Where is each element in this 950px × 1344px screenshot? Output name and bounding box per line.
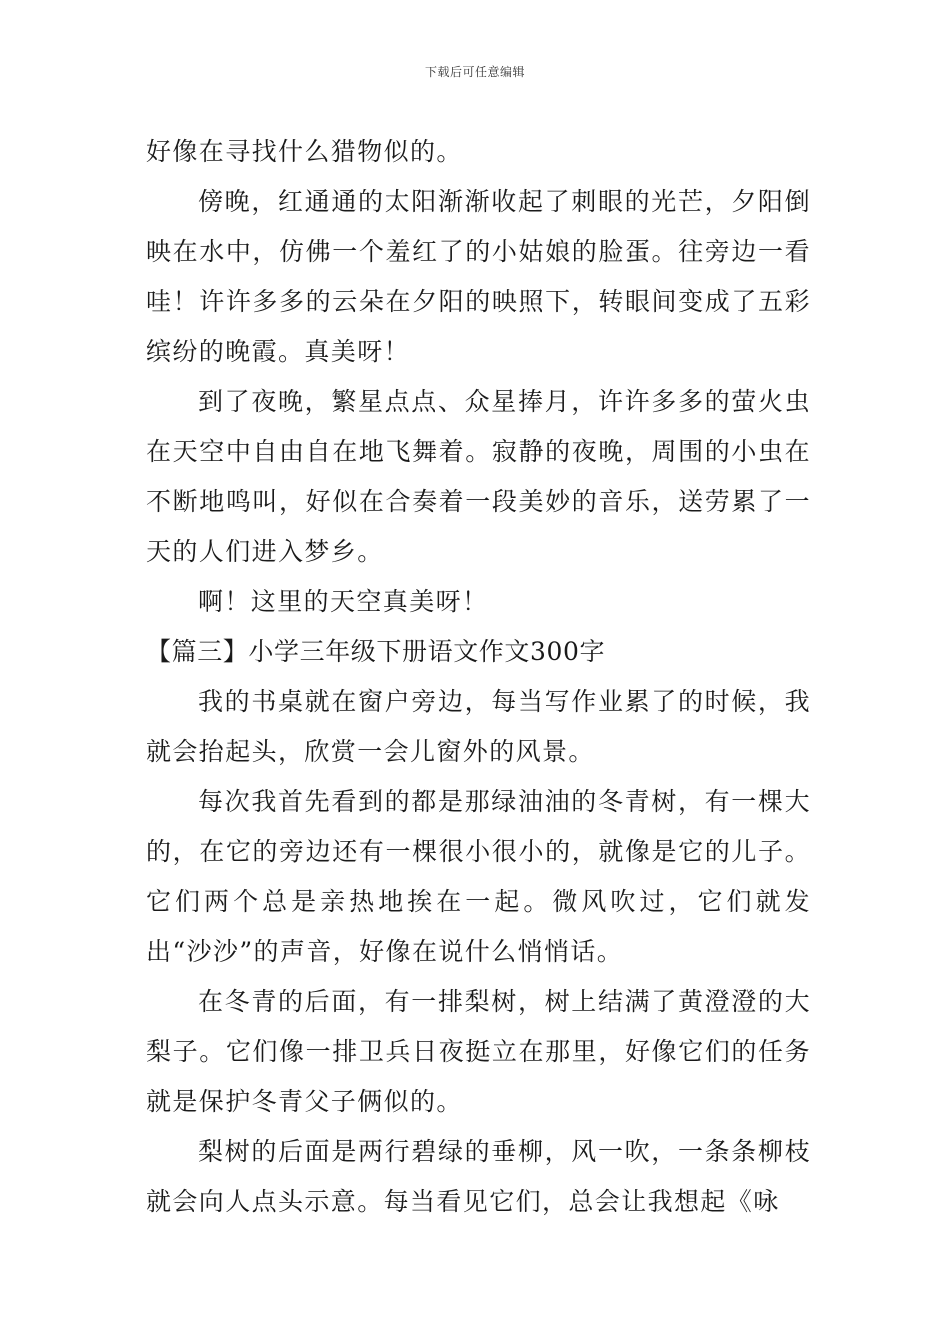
paragraph-willows: 梨树的后面是两行碧绿的垂柳，风一吹，一条条柳枝就会向人点头示意。每当看见它们，总会让我想起《咏 [146,1137,811,1216]
paragraph-desk: 我的书桌就在窗户旁边，每当写作业累了的时候，我就会抬起头，欣赏一会儿窗外的风景。 [146,687,811,766]
document-body [146,127,811,1227]
page-header-note: 下载后可任意编辑 [424,65,525,79]
paragraph-night: 到了夜晚，繁星点点、众星捧月，许许多多的萤火虫在天空中自由自在地飞舞着。寂静的夜晚，周围的小虫在不断地鸣叫，好似在合奏着一段美妙的音乐，送劳累了一天的人们进入梦乡。 [146,387,811,566]
paragraph-holly: 每次我首先看到的都是那绿油油的冬青树，有一棵大的，在它的旁边还有一棵很小很小的，就像是它的儿子。它们两个总是亲热地挨在一起。微风吹过，它们就发出“沙沙”的声音，好像在说什么悄悄话。 [146,787,811,966]
paragraph-pear-trees: 在冬青的后面，有一排梨树，树上结满了黄澄澄的大梨子。它们像一排卫兵日夜挺立在那里，好像它们的任务就是保护冬青父子俩似的。 [146,987,811,1116]
paragraph-dusk: 傍晚，红通通的太阳渐渐收起了刺眼的光芒，夕阳倒映在水中，仿佛一个羞红了的小姑娘的脸蛋。往旁边一看哇！许许多多的云朵在夕阳的映照下，转眼间变成了五彩缤纷的晚霞。真美呀！ [146,187,811,366]
section-heading: 【篇三】小学三年级下册语文作文300字 [146,637,606,666]
paragraph-exclamation: 啊！这里的天空真美呀！ [198,587,489,616]
paragraph-continuation: 好像在寻找什么猎物似的。 [146,137,463,166]
